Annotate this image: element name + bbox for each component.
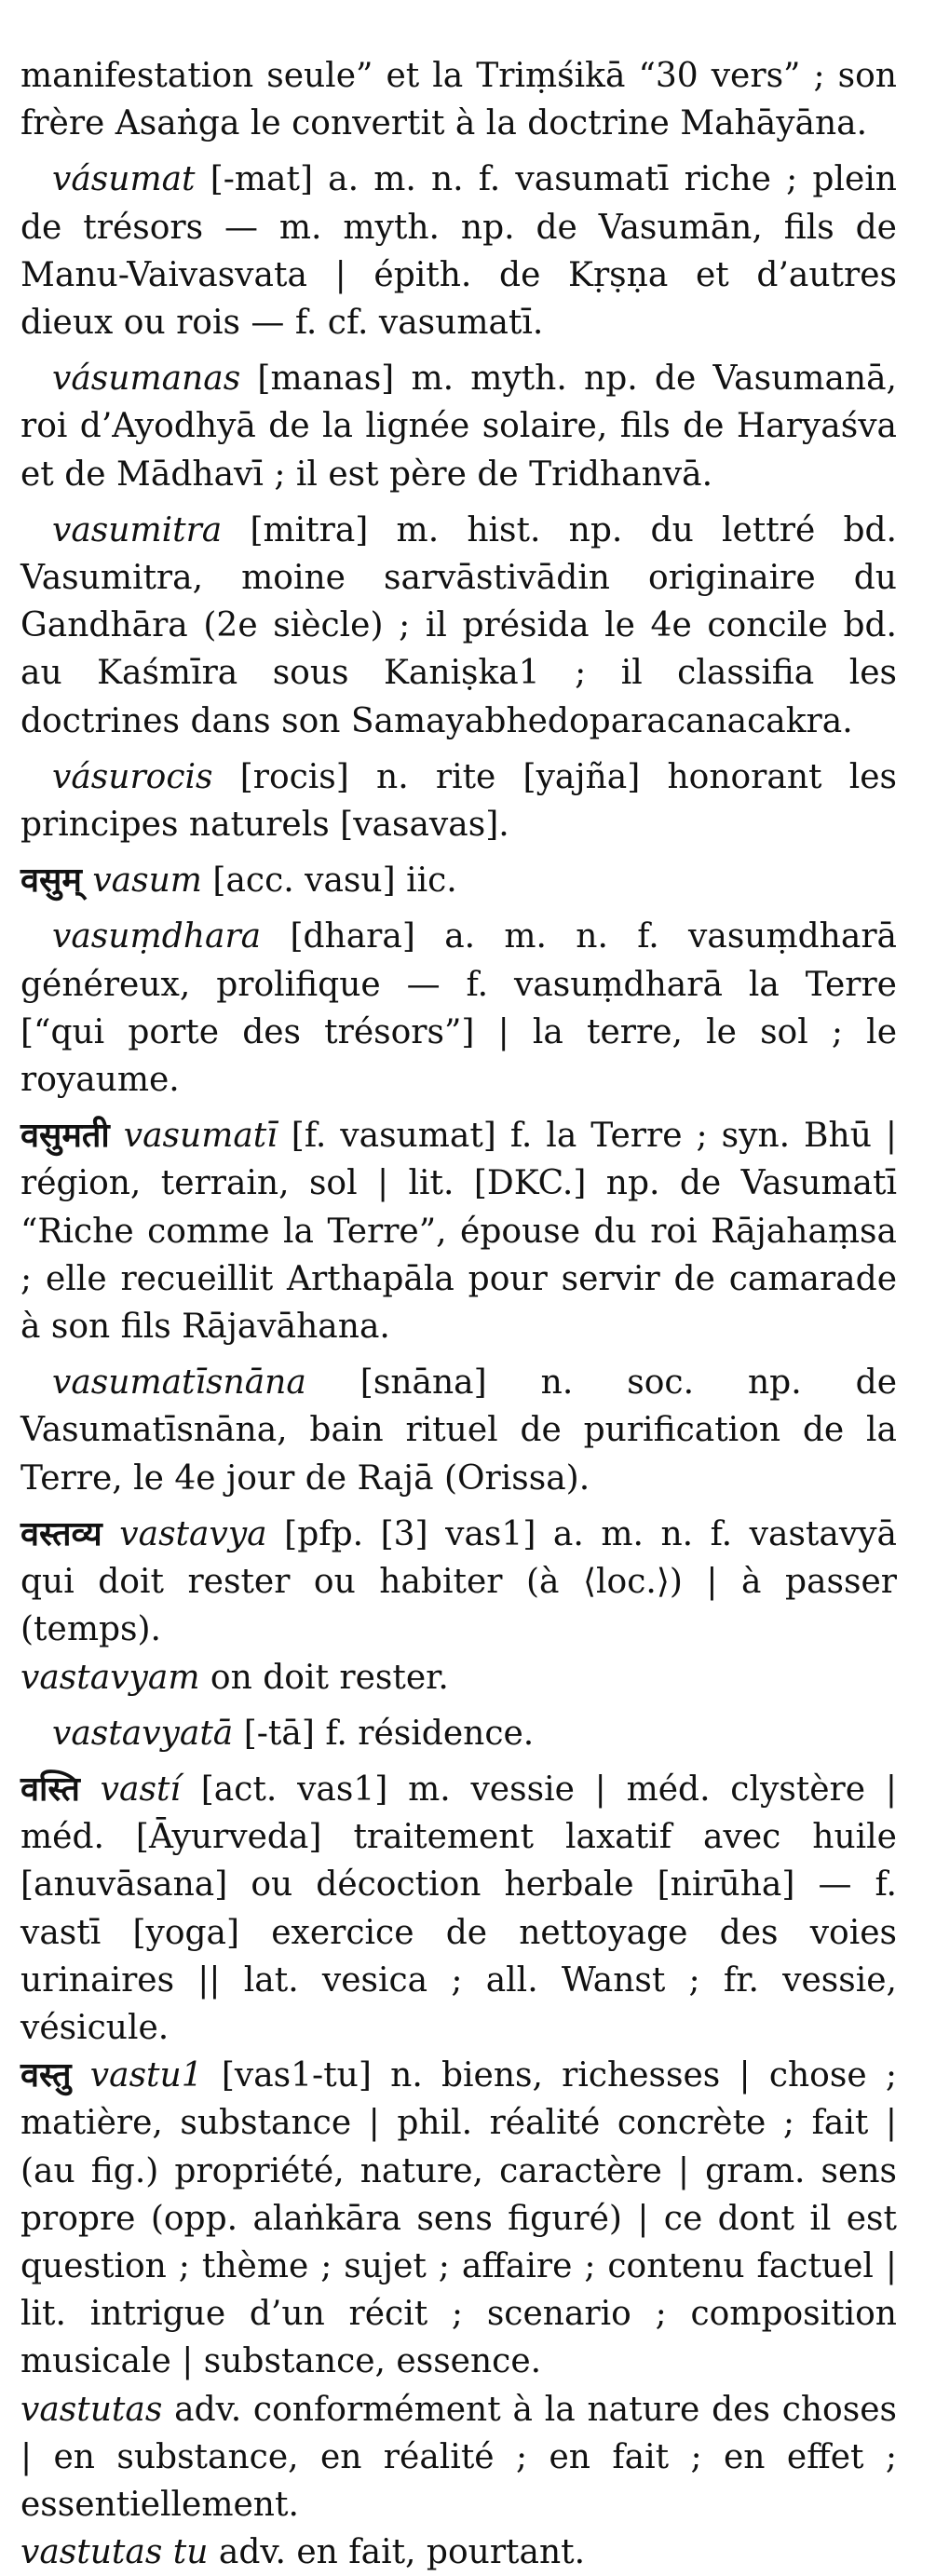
entry-text: adv. en fait, pourtant.: [208, 2533, 586, 2572]
dictionary-entry-continuation: [20, 52, 897, 147]
entry-headword: vastavyam: [20, 1658, 200, 1697]
entry-devanagari: वस्तु: [20, 2056, 72, 2095]
dictionary-entry-vasurocis: [20, 753, 897, 848]
entry-devanagari: वसुम्: [20, 861, 82, 901]
entry-text: [pfp. [3] vas1] a. m. n. f. vastavyā qui doit rester ou habiter (à ⟨loc.⟩) | à passer (temps).: [20, 1514, 897, 1649]
entry-headword: vasum: [92, 861, 202, 901]
entry-text: [manas] m. myth. np. de Vasumanā, roi d’Ayodhyā de la lignée solaire, fils de Haryaśva et de Mādhavī ; il est père de Tridhanvā.: [20, 359, 897, 494]
entry-text: [act. vas1] m. vessie | méd. clystère | méd. [Āyurveda] traitement laxatif avec huile [anuvāsana] ou décoction herbale [nirūha] — f. vastī [yoga] exercice de nettoyage des voies urinaires || lat. vesica ; all. Wanst ; fr. vessie, vésicule.: [20, 1769, 897, 2047]
entry-headword: vasumatī: [123, 1117, 278, 1156]
dictionary-entry-vasumat: [20, 156, 897, 346]
entry-text: [acc. vasu] iic.: [201, 861, 457, 901]
entry-headword: vastavyatā: [52, 1714, 234, 1753]
entry-devanagari: वस्तव्य: [20, 1514, 102, 1553]
entry-headword: vastutas: [20, 2390, 163, 2429]
entry-headword: vásumat: [52, 160, 196, 199]
entry-text: on doit rester.: [199, 1658, 449, 1697]
entry-headword: vastí: [100, 1769, 181, 1809]
dictionary-entry-vastavyam: [20, 1654, 897, 1702]
dictionary-entry-vastu: [20, 2052, 897, 2385]
entry-text: adv. conformément à la nature des choses | en substance, en réalité ; en fait ; en effet ; essentiellement.: [20, 2390, 897, 2524]
dictionary-entry-vastutas-tu: [20, 2529, 897, 2576]
dictionary-entry-vasum: [20, 857, 897, 904]
dictionary-entry-vasumdhara: [20, 913, 897, 1104]
entry-text: [f. vasumat] f. la Terre ; syn. Bhū | région, terrain, sol | lit. [DKC.] np. de Vasumatī “Riche comme la Terre”, épouse du roi Rājahaṃsa ; elle recueillit Arthapāla pour servir de camarade à son fils Rājavāhana.: [20, 1117, 897, 1347]
entry-text: [-mat] a. m. n. f. vasumatī riche ; plein de trésors — m. myth. np. de Vasumān, fils de Manu-Vaivasvata | épith. de Kṛṣṇa et d’autres dieux ou rois — f. cf. vasumatī.: [20, 160, 897, 343]
entry-text: [dhara] a. m. n. f. vasuṃdharā généreux, prolifique — f. vasuṃdharā la Terre [“qui porte des trésors”] | la terre, le sol ; le royaume.: [20, 917, 897, 1100]
entry-headword: vastavya: [119, 1514, 267, 1553]
entry-text: manifestation seule” et la Triṃśikā “30 vers” ; son frère Asaṅga le convertit à la doctrine Mahāyāna.: [20, 57, 897, 143]
dictionary-entry-vasti: [20, 1766, 897, 2052]
entry-devanagari: वसुमती: [20, 1117, 110, 1156]
entry-headword: vasumitra: [52, 510, 223, 549]
entry-text: [snāna] n. soc. np. de Vasumatīsnāna, bain rituel de purification de la Terre, le 4e jour de Rajā (Orissa).: [20, 1363, 897, 1498]
entry-headword: vastu1: [89, 2056, 203, 2095]
entry-text: [rocis] n. rite [yajña] honorant les principes naturels [vasavas].: [20, 757, 897, 845]
entry-headword: vasuṃdhara: [52, 917, 262, 956]
dictionary-entry-vastavya: [20, 1511, 897, 1654]
entry-headword: vastutas tu: [20, 2533, 209, 2572]
entry-text: [-tā] f. résidence.: [233, 1714, 535, 1753]
dictionary-entry-vasumitra: [20, 507, 897, 745]
dictionary-entry-vasumatisnana: [20, 1359, 897, 1502]
dictionary-entry-vastavyata: [20, 1710, 897, 1757]
entry-devanagari: वस्ति: [20, 1769, 80, 1809]
entry-text: [vas1-tu] n. biens, richesses | chose ; matière, substance | phil. réalité concrète ; fait | (au fig.) propriété, nature, caractère | gram. sens propre (opp. alaṅkāra sens figuré) | ce dont il est question ; thème ; sujet ; affaire ; contenu factuel | lit. intrigue d’un récit ; scenario ; composition musicale | substance, essence.: [20, 2056, 897, 2381]
dictionary-entry-vastutas: [20, 2386, 897, 2529]
entry-headword: vásumanas: [52, 359, 241, 399]
entry-headword: vasumatīsnāna: [52, 1363, 306, 1403]
entry-headword: vásurocis: [52, 757, 213, 796]
entry-text: [mitra] m. hist. np. du lettré bd. Vasumitra, moine sarvāstivādin originaire du Gandhāra (2e siècle) ; il présida le 4e concile bd. au Kaśmīra sous Kaniṣka1 ; il classifia les doctrines dans son Samayabhedoparacanacakra.: [20, 510, 897, 740]
dictionary-entry-vasumati: [20, 1112, 897, 1350]
dictionary-entry-vasumanas: [20, 355, 897, 498]
